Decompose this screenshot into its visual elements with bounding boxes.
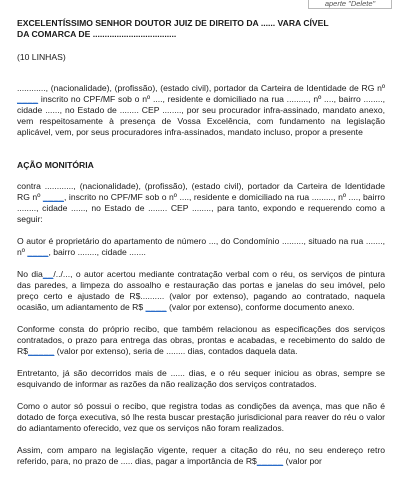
- receipt-only-paragraph: Como o autor só possui o recibo, que registra todas as condições da avença, mas que não é dotado de força executiva, só lhe resta buscar prestação jurisdicional para reaver do réu o valor do adiantamento oferecido, vez que os serviços não foram realizados.: [17, 401, 385, 433]
- balance-amount-blank[interactable]: _____: [28, 346, 55, 356]
- apartment-number-blank[interactable]: ____: [27, 247, 49, 257]
- defendant-text-part2: , inscrito no CPF/MF sob o nº ...., residente e domiciliado na rua ........., nº ...., bairro ........, cidade ......, no Estado de ........ CEP ........, para tanto, expondo e requerendo como a seguir:: [17, 192, 385, 224]
- request-text-a: Assim, com amparo na legislação vigente, requer a citação do réu, no seu endereço retro referido, para, no prazo de ..... dias, pagar a importância de R$: [17, 445, 385, 466]
- apartment-text-a: O autor é proprietário do apartamento de número ..., do Condomínio ........., situado na rua ......., nº: [17, 236, 385, 257]
- contract-paragraph: [17, 269, 385, 313]
- delete-hint-label: aperte "Delete": [308, 0, 392, 9]
- receipt-paragraph: [17, 324, 385, 357]
- receipt-text-b: (valor por extenso), seria de ........ dias, contados daquela data.: [56, 346, 298, 356]
- contract-text-c: (valor por extenso), conforme documento anexo.: [169, 302, 355, 312]
- plaintiff-text-part1: ............, (nacionalidade), (profissão), (estado civil), portador da Carteira de Identidade de RG nº: [17, 83, 385, 93]
- ten-lines-note: (10 LINHAS): [17, 52, 66, 62]
- apartment-text-b: , bairro ........, cidade .......: [48, 247, 146, 257]
- contract-text-a: No dia: [17, 269, 43, 279]
- defendant-rg-blank[interactable]: ____: [42, 192, 65, 202]
- delay-paragraph: Entretanto, já são decorridos mais de ...... dias, e o réu sequer iniciou as obras, sempre se esquivando de informar as razões da não realização dos serviços contratados.: [17, 368, 385, 389]
- advance-amount-blank[interactable]: ____: [145, 302, 167, 312]
- apartment-paragraph: [17, 236, 385, 258]
- court-address-line-2: DA COMARCA DE ...................................: [17, 29, 177, 39]
- contract-day-blank[interactable]: __: [42, 269, 54, 279]
- request-text-b: (valor por: [285, 456, 322, 466]
- plaintiff-qualification-paragraph: [17, 83, 385, 138]
- court-address-line-1: EXCELENTÍSSIMO SENHOR DOUTOR JUIZ DE DIREITO DA ...... VARA CÍVEL: [17, 18, 329, 28]
- contract-text-b: /../..., o autor acertou mediante contratação verbal com o réu, os serviços de pintura das paredes, a limpeza do assoalho e restauração das portas e janelas do seu imóvel, pelo preço certo e ajustado de R$.......... (valor por extenso), pagando ao contratado, naquela ocasião, um adiantamento de R$: [17, 269, 385, 312]
- defendant-qualification-paragraph: [17, 181, 385, 225]
- petition-document: [17, 18, 385, 476]
- request-paragraph: [17, 445, 385, 467]
- plaintiff-text-part2: inscrito no CPF/MF sob o nº ...., residente e domiciliado na rua ........., nº ...., bairro ........, cidade ......, no Estado de ........ CEP ........, por seu procurador infra-assinado, mandato anexo, vem respeitosamente à presença de Vossa Excelência, com fundamento na legislação aplicável, vem, por seus procuradores infra-assinados, mandato incluso, propor a presente: [17, 94, 386, 137]
- action-title: AÇÃO MONITÓRIA: [17, 160, 94, 170]
- payment-amount-blank[interactable]: _____: [256, 456, 284, 466]
- rg-number-blank[interactable]: ____: [17, 94, 39, 104]
- receipt-text-a: Conforme consta do próprio recibo, que também relacionou as especificações dos serviços contratados, o prazo para entrega das obras, prontas e acabadas, e recebimento do saldo de R$: [17, 324, 385, 356]
- defendant-text-part1: contra ............, (nacionalidade), (profissão), (estado civil), portador da Carteira de Identidade RG nº: [17, 181, 385, 202]
